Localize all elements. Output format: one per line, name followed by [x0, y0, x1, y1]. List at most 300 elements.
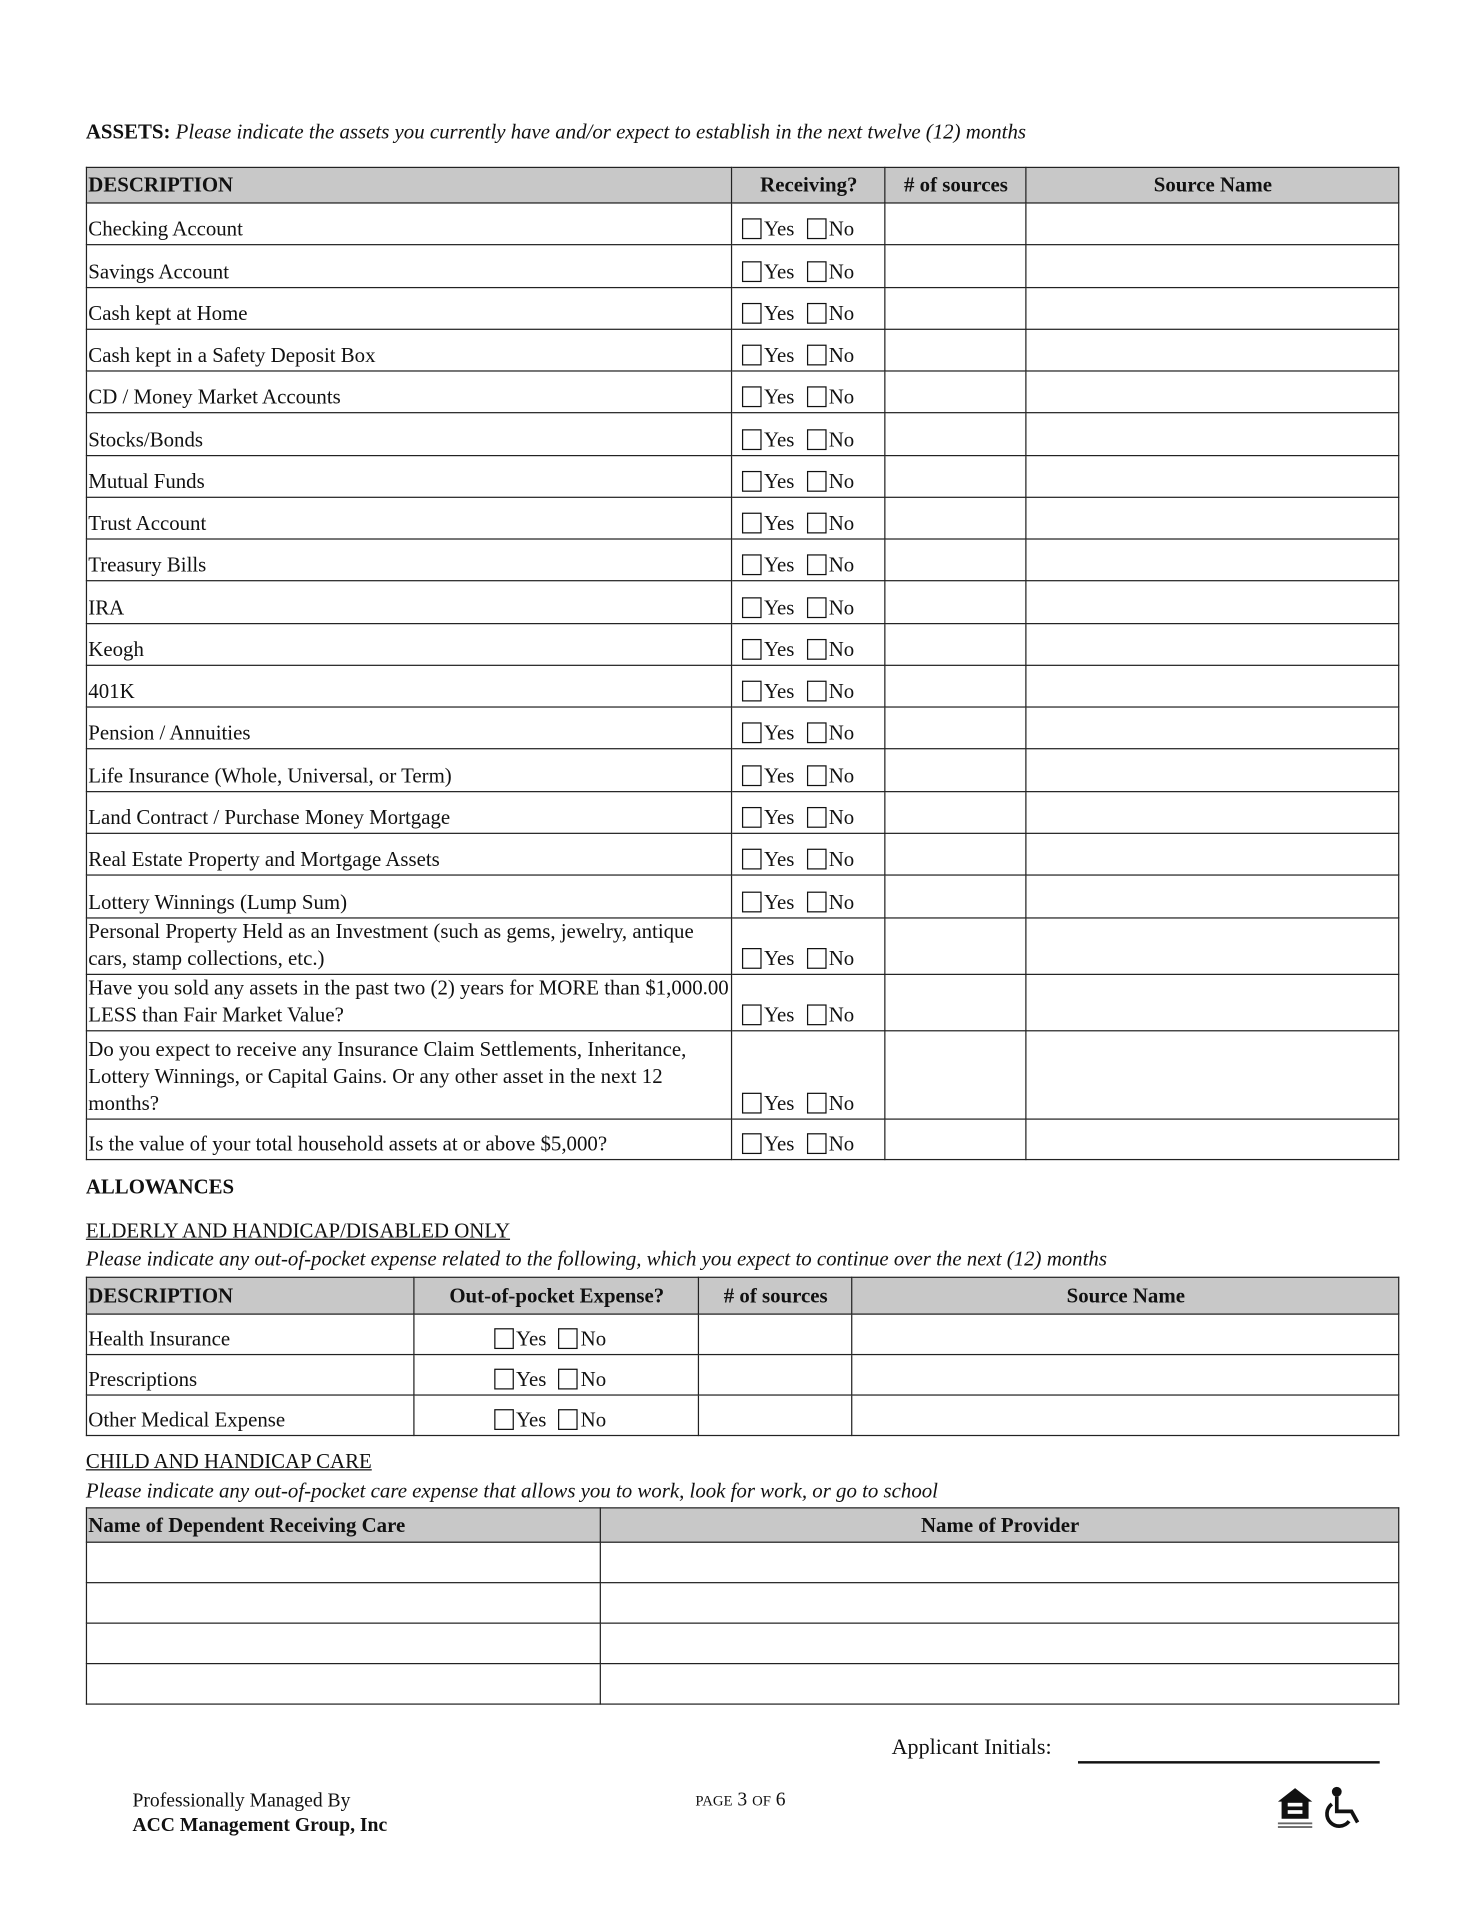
source-name-field[interactable]: [1026, 792, 1399, 834]
equal-housing-opportunity-icon: [1275, 1784, 1371, 1831]
no-option[interactable]: [559, 1407, 607, 1434]
yes-checkbox[interactable]: [742, 892, 762, 913]
yes-option[interactable]: [742, 1090, 794, 1117]
no-option[interactable]: [807, 342, 855, 369]
no-checkbox[interactable]: [807, 345, 827, 366]
no-option[interactable]: [807, 1002, 855, 1029]
receiving-choice[interactable]: [732, 833, 885, 875]
num-sources-field[interactable]: [885, 974, 1026, 1030]
provider-name-field[interactable]: [600, 1583, 1398, 1623]
yes-checkbox[interactable]: [742, 471, 762, 492]
yes-option[interactable]: [494, 1326, 546, 1353]
asset-row: [86, 1119, 1398, 1159]
yes-option[interactable]: [742, 678, 794, 705]
no-checkbox[interactable]: [807, 554, 827, 575]
asset-row: [86, 497, 1398, 539]
assets-heading-label: ASSETS:: [85, 120, 171, 144]
yes-option[interactable]: [494, 1407, 546, 1434]
source-name-field[interactable]: [1026, 707, 1399, 749]
no-option[interactable]: [807, 384, 855, 411]
no-option[interactable]: [807, 427, 855, 454]
source-name-field[interactable]: [1026, 974, 1399, 1030]
no-option[interactable]: [807, 216, 855, 243]
source-name-field[interactable]: [1026, 833, 1399, 875]
expense-row: [86, 1314, 1398, 1354]
no-checkbox[interactable]: [559, 1328, 579, 1349]
col-description: DESCRIPTION: [86, 167, 731, 203]
yes-checkbox[interactable]: [742, 681, 762, 702]
no-label: No: [828, 385, 855, 409]
source-name-field[interactable]: [1026, 203, 1399, 245]
no-label: No: [580, 1407, 607, 1432]
no-checkbox[interactable]: [807, 807, 827, 828]
asset-row: [86, 875, 1398, 918]
yes-label: Yes: [764, 511, 795, 535]
yes-checkbox[interactable]: [742, 639, 762, 660]
no-checkbox[interactable]: [807, 513, 827, 534]
asset-row: [86, 624, 1398, 666]
receiving-choice[interactable]: [732, 413, 885, 456]
asset-row: [86, 792, 1398, 834]
dependent-name-field[interactable]: [86, 1623, 600, 1663]
expense-row: [86, 1355, 1398, 1395]
num-sources-field[interactable]: [885, 329, 1026, 371]
asset-description: Do you expect to receive any Insurance Claim Settlements, Inheritance, Lottery Winnings, or Capital Gains. Or any other asset in the next 12 months?: [86, 1031, 731, 1119]
yes-checkbox[interactable]: [742, 765, 762, 786]
no-option[interactable]: [807, 720, 855, 747]
assets-heading: [86, 120, 1026, 145]
col-receiving: Receiving?: [732, 167, 885, 203]
no-label: No: [828, 1003, 855, 1027]
yes-checkbox[interactable]: [742, 1093, 762, 1114]
asset-row: [86, 833, 1398, 875]
no-checkbox[interactable]: [807, 722, 827, 743]
yes-checkbox[interactable]: [742, 513, 762, 534]
out-of-pocket-choice[interactable]: [414, 1395, 699, 1435]
no-label: No: [828, 890, 855, 914]
child-care-heading: CHILD AND HANDICAP CARE: [85, 1449, 372, 1473]
receiving-choice[interactable]: [732, 918, 885, 974]
no-option[interactable]: [807, 1090, 855, 1117]
asset-description: Trust Account: [86, 497, 731, 539]
receiving-choice[interactable]: [732, 624, 885, 666]
elderly-heading: ELDERLY AND HANDICAP/DISABLED ONLY: [85, 1219, 511, 1243]
yes-option[interactable]: [742, 637, 794, 664]
yes-checkbox[interactable]: [742, 261, 762, 282]
no-option[interactable]: [559, 1366, 607, 1393]
expense-description: Health Insurance: [86, 1314, 413, 1354]
no-label: No: [828, 637, 855, 662]
child-care-row: [86, 1664, 1398, 1704]
asset-description: Personal Property Held as an Investment (such as gems, jewelry, antique cars, stamp collections, etc.): [86, 918, 731, 974]
asset-description: Lottery Winnings (Lump Sum): [86, 875, 731, 918]
receiving-choice[interactable]: [732, 749, 885, 792]
yes-label: Yes: [764, 890, 795, 914]
yes-label: Yes: [764, 721, 795, 745]
num-sources-field[interactable]: [885, 749, 1026, 792]
child-care-row: [86, 1623, 1398, 1663]
no-checkbox[interactable]: [807, 303, 827, 324]
yes-checkbox[interactable]: [742, 429, 762, 450]
yes-checkbox[interactable]: [742, 1133, 762, 1154]
asset-description: Is the value of your total household assets at or above $5,000?: [86, 1119, 731, 1159]
no-checkbox[interactable]: [807, 471, 827, 492]
yes-checkbox[interactable]: [742, 1004, 762, 1025]
yes-label: Yes: [764, 1003, 795, 1027]
expense-row: [86, 1395, 1398, 1435]
yes-label: Yes: [764, 469, 795, 494]
receiving-choice[interactable]: [732, 581, 885, 624]
child-care-row: [86, 1583, 1398, 1623]
no-label: No: [828, 553, 855, 577]
yes-option[interactable]: [742, 763, 794, 790]
out-of-pocket-choice[interactable]: [414, 1314, 699, 1354]
no-label: No: [828, 764, 855, 788]
no-option[interactable]: [807, 552, 855, 579]
source-name-field[interactable]: [1026, 1031, 1399, 1119]
source-name-field[interactable]: [1026, 245, 1399, 288]
provider-name-field[interactable]: [600, 1664, 1398, 1704]
asset-description: Mutual Funds: [86, 456, 731, 498]
child-care-instruction: Please indicate any out-of-pocket care expense that allows you to work, look for work, or go to school: [85, 1479, 938, 1503]
no-checkbox[interactable]: [807, 681, 827, 702]
yes-option[interactable]: [742, 342, 794, 369]
dependent-name-field[interactable]: [86, 1664, 600, 1704]
no-option[interactable]: [807, 805, 855, 832]
no-checkbox[interactable]: [807, 892, 827, 913]
asset-description: 401K: [86, 665, 731, 707]
asset-row: [86, 1031, 1398, 1119]
no-label: No: [580, 1326, 607, 1351]
yes-option[interactable]: [742, 384, 794, 411]
no-option[interactable]: [807, 595, 855, 622]
yes-label: Yes: [515, 1367, 547, 1391]
yes-label: Yes: [764, 1091, 795, 1115]
no-checkbox[interactable]: [807, 948, 827, 969]
asset-description: Keogh: [86, 624, 731, 666]
receiving-choice[interactable]: [732, 707, 885, 749]
asset-row: [86, 918, 1398, 974]
no-label: No: [580, 1367, 607, 1391]
yes-option[interactable]: [742, 216, 794, 243]
yes-checkbox[interactable]: [742, 597, 762, 618]
yes-checkbox[interactable]: [742, 807, 762, 828]
asset-row: [86, 413, 1398, 456]
applicant-initials-label: Applicant Initials:: [891, 1734, 1052, 1759]
yes-label: Yes: [764, 946, 795, 971]
yes-label: Yes: [764, 1131, 795, 1156]
receiving-choice[interactable]: [732, 245, 885, 288]
receiving-choice[interactable]: [732, 792, 885, 834]
no-checkbox[interactable]: [559, 1409, 579, 1430]
col-source-name: Source Name: [852, 1277, 1399, 1314]
no-checkbox[interactable]: [807, 849, 827, 870]
expense-description: Prescriptions: [86, 1355, 413, 1395]
num-sources-field[interactable]: [885, 288, 1026, 330]
yes-option[interactable]: [742, 300, 794, 327]
num-sources-field[interactable]: [885, 1119, 1026, 1159]
receiving-choice[interactable]: [732, 665, 885, 707]
asset-description: Pension / Annuities: [86, 707, 731, 749]
source-name-field[interactable]: [1026, 875, 1399, 918]
col-num-sources: # of sources: [885, 167, 1026, 203]
yes-label: Yes: [764, 596, 795, 620]
no-option[interactable]: [559, 1326, 607, 1353]
source-name-field[interactable]: [1026, 371, 1399, 413]
page-current: 3: [737, 1789, 748, 1811]
no-label: No: [828, 847, 855, 871]
num-sources-field[interactable]: [885, 1031, 1026, 1119]
yes-option[interactable]: [742, 1131, 794, 1158]
num-sources-field[interactable]: [885, 918, 1026, 974]
yes-label: Yes: [764, 764, 795, 788]
yes-option[interactable]: [742, 595, 794, 622]
yes-option[interactable]: [742, 1002, 794, 1029]
num-sources-field[interactable]: [885, 833, 1026, 875]
asset-description: Cash kept in a Safety Deposit Box: [86, 329, 731, 371]
receiving-choice[interactable]: [732, 1119, 885, 1159]
receiving-choice[interactable]: [732, 203, 885, 245]
no-checkbox[interactable]: [807, 597, 827, 618]
applicant-initials-field[interactable]: [1078, 1741, 1380, 1763]
yes-checkbox[interactable]: [742, 303, 762, 324]
asset-description: Stocks/Bonds: [86, 413, 731, 456]
no-label: No: [828, 679, 855, 703]
child-care-row: [86, 1542, 1398, 1582]
no-label: No: [828, 259, 855, 284]
no-label: No: [828, 721, 855, 745]
elderly-table: [86, 1277, 1399, 1436]
yes-checkbox[interactable]: [742, 345, 762, 366]
yes-option[interactable]: [742, 720, 794, 747]
asset-row: [86, 329, 1398, 371]
yes-checkbox[interactable]: [742, 386, 762, 407]
no-label: No: [828, 428, 855, 452]
elderly-instruction: Please indicate any out-of-pocket expense related to the following, which you expect to continue over the next (12) months: [85, 1247, 1107, 1271]
yes-label: Yes: [764, 553, 795, 577]
no-label: No: [828, 946, 855, 971]
source-name-field[interactable]: [1026, 918, 1399, 974]
asset-description: Land Contract / Purchase Money Mortgage: [86, 792, 731, 834]
no-option[interactable]: [807, 946, 855, 973]
num-sources-field[interactable]: [885, 245, 1026, 288]
asset-description: Cash kept at Home: [86, 288, 731, 330]
page-prefix: PAGE: [695, 1791, 733, 1809]
asset-description: Treasury Bills: [86, 539, 731, 581]
num-sources-field[interactable]: [698, 1355, 851, 1395]
col-dependent-name: Name of Dependent Receiving Care: [86, 1508, 600, 1542]
asset-description: Life Insurance (Whole, Universal, or Term): [86, 749, 731, 792]
asset-row: [86, 288, 1398, 330]
source-name-field[interactable]: [1026, 288, 1399, 330]
dependent-name-field[interactable]: [86, 1542, 600, 1582]
asset-row: [86, 456, 1398, 498]
asset-description: Have you sold any assets in the past two (2) years for MORE than $1,000.00 LESS than Fair Market Value?: [86, 974, 731, 1030]
num-sources-field[interactable]: [698, 1395, 851, 1435]
source-name-field[interactable]: [852, 1355, 1399, 1395]
yes-label: Yes: [515, 1326, 547, 1351]
num-sources-field[interactable]: [698, 1314, 851, 1354]
num-sources-field[interactable]: [885, 581, 1026, 624]
assets-instruction: Please indicate the assets you currently have and/or expect to establish in the next twelve (12) months: [175, 120, 1026, 144]
source-name-field[interactable]: [1026, 456, 1399, 498]
yes-checkbox[interactable]: [494, 1369, 514, 1390]
source-name-field[interactable]: [1026, 413, 1399, 456]
asset-row: [86, 707, 1398, 749]
asset-row: [86, 245, 1398, 288]
source-name-field[interactable]: [852, 1314, 1399, 1354]
no-checkbox[interactable]: [807, 1133, 827, 1154]
no-option[interactable]: [807, 678, 855, 705]
yes-option[interactable]: [742, 846, 794, 873]
child-care-table: [86, 1507, 1399, 1704]
asset-row: [86, 749, 1398, 792]
col-source-name: Source Name: [1026, 167, 1399, 203]
yes-label: Yes: [764, 847, 795, 871]
receiving-choice[interactable]: [732, 539, 885, 581]
asset-description: Checking Account: [86, 203, 731, 245]
asset-row: [86, 203, 1398, 245]
yes-label: Yes: [515, 1407, 547, 1432]
source-name-field[interactable]: [1026, 581, 1399, 624]
num-sources-field[interactable]: [885, 413, 1026, 456]
asset-row: [86, 539, 1398, 581]
receiving-choice[interactable]: [732, 456, 885, 498]
receiving-choice[interactable]: [732, 371, 885, 413]
no-label: No: [828, 596, 855, 620]
source-name-field[interactable]: [1026, 1119, 1399, 1159]
no-checkbox[interactable]: [807, 639, 827, 660]
num-sources-field[interactable]: [885, 371, 1026, 413]
asset-description: Savings Account: [86, 245, 731, 288]
yes-label: Yes: [764, 343, 795, 367]
yes-checkbox[interactable]: [742, 849, 762, 870]
no-checkbox[interactable]: [807, 1004, 827, 1025]
asset-description: IRA: [86, 581, 731, 624]
num-sources-field[interactable]: [885, 875, 1026, 918]
yes-label: Yes: [764, 259, 795, 284]
no-checkbox[interactable]: [807, 261, 827, 282]
page-total: 6: [775, 1789, 786, 1811]
yes-label: Yes: [764, 217, 795, 241]
yes-label: Yes: [764, 679, 795, 703]
asset-row: [86, 974, 1398, 1030]
no-checkbox[interactable]: [807, 765, 827, 786]
yes-checkbox[interactable]: [742, 722, 762, 743]
no-label: No: [828, 217, 855, 241]
no-option[interactable]: [807, 510, 855, 537]
yes-option[interactable]: [494, 1366, 546, 1393]
provider-name-field[interactable]: [600, 1623, 1398, 1663]
no-option[interactable]: [807, 889, 855, 916]
num-sources-field[interactable]: [885, 539, 1026, 581]
receiving-choice[interactable]: [732, 974, 885, 1030]
allowances-heading: ALLOWANCES: [85, 1174, 235, 1199]
source-name-field[interactable]: [1026, 665, 1399, 707]
asset-row: [86, 581, 1398, 624]
yes-option[interactable]: [742, 552, 794, 579]
no-checkbox[interactable]: [559, 1369, 579, 1390]
receiving-choice[interactable]: [732, 1031, 885, 1119]
yes-option[interactable]: [742, 468, 794, 495]
yes-checkbox[interactable]: [742, 218, 762, 239]
no-option[interactable]: [807, 1131, 855, 1158]
no-option[interactable]: [807, 846, 855, 873]
asset-row: [86, 665, 1398, 707]
receiving-choice[interactable]: [732, 329, 885, 371]
receiving-choice[interactable]: [732, 497, 885, 539]
source-name-field[interactable]: [1026, 624, 1399, 666]
company-name: ACC Management Group, Inc: [132, 1815, 388, 1836]
no-option[interactable]: [807, 763, 855, 790]
no-option[interactable]: [807, 259, 855, 286]
no-label: No: [828, 301, 855, 325]
source-name-field[interactable]: [1026, 497, 1399, 539]
yes-option[interactable]: [742, 805, 794, 832]
no-checkbox[interactable]: [807, 429, 827, 450]
source-name-field[interactable]: [1026, 329, 1399, 371]
num-sources-field[interactable]: [885, 456, 1026, 498]
no-label: No: [828, 1131, 855, 1156]
no-label: No: [828, 343, 855, 367]
no-checkbox[interactable]: [807, 386, 827, 407]
no-checkbox[interactable]: [807, 218, 827, 239]
expense-description: Other Medical Expense: [86, 1395, 413, 1435]
source-name-field[interactable]: [1026, 749, 1399, 792]
asset-description: CD / Money Market Accounts: [86, 371, 731, 413]
no-label: No: [828, 511, 855, 535]
col-description: DESCRIPTION: [86, 1277, 413, 1314]
no-option[interactable]: [807, 637, 855, 664]
yes-label: Yes: [764, 637, 795, 662]
out-of-pocket-choice[interactable]: [414, 1355, 699, 1395]
managed-by-label: Professionally Managed By: [132, 1790, 351, 1812]
yes-option[interactable]: [742, 510, 794, 537]
yes-label: Yes: [764, 428, 795, 452]
dependent-name-field[interactable]: [86, 1583, 600, 1623]
yes-checkbox[interactable]: [742, 554, 762, 575]
num-sources-field[interactable]: [885, 624, 1026, 666]
no-option[interactable]: [807, 300, 855, 327]
yes-option[interactable]: [742, 427, 794, 454]
page-of: OF: [752, 1791, 771, 1809]
source-name-field[interactable]: [852, 1395, 1399, 1435]
col-out-of-pocket: Out-of-pocket Expense?: [414, 1277, 699, 1314]
yes-label: Yes: [764, 301, 795, 325]
no-label: No: [828, 469, 855, 494]
source-name-field[interactable]: [1026, 539, 1399, 581]
col-num-sources: # of sources: [698, 1277, 851, 1314]
assets-table: [86, 167, 1399, 1160]
num-sources-field[interactable]: [885, 497, 1026, 539]
yes-checkbox[interactable]: [494, 1409, 514, 1430]
yes-option[interactable]: [742, 946, 794, 973]
num-sources-field[interactable]: [885, 203, 1026, 245]
yes-checkbox[interactable]: [494, 1328, 514, 1349]
num-sources-field[interactable]: [885, 792, 1026, 834]
receiving-choice[interactable]: [732, 875, 885, 918]
yes-checkbox[interactable]: [742, 948, 762, 969]
num-sources-field[interactable]: [885, 665, 1026, 707]
yes-option[interactable]: [742, 889, 794, 916]
receiving-choice[interactable]: [732, 288, 885, 330]
no-checkbox[interactable]: [807, 1093, 827, 1114]
no-option[interactable]: [807, 468, 855, 495]
provider-name-field[interactable]: [600, 1542, 1398, 1582]
no-label: No: [828, 1091, 855, 1115]
num-sources-field[interactable]: [885, 707, 1026, 749]
yes-option[interactable]: [742, 259, 794, 286]
